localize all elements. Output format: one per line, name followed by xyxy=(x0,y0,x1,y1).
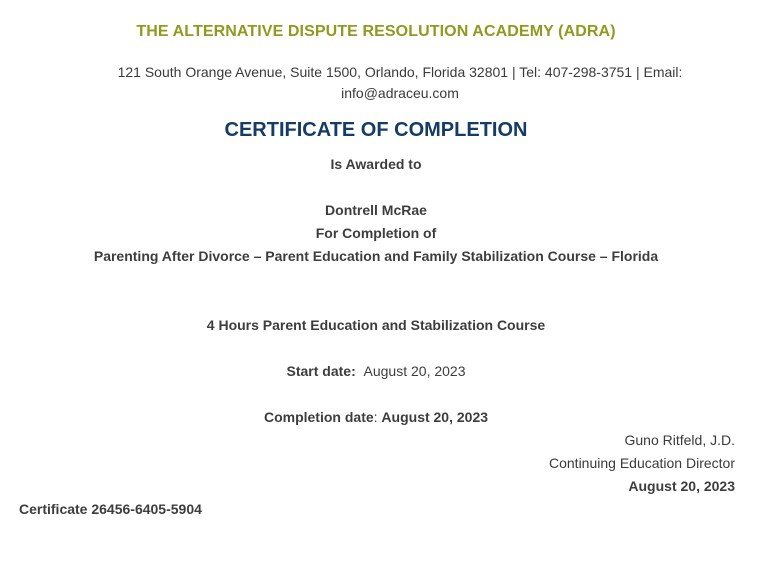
course-hours: 4 Hours Parent Education and Stabilization Course xyxy=(206,317,546,333)
start-date xyxy=(0,363,752,379)
start-date-value: August 20, 2023 xyxy=(363,363,466,379)
signatory-role: Continuing Education Director xyxy=(549,455,735,471)
start-date-label: Start date: xyxy=(286,363,356,379)
certificate-title: CERTIFICATE OF COMPLETION xyxy=(224,119,528,141)
signatory-name: Guno Ritfeld, J.D. xyxy=(624,432,735,448)
awarded-to-label: Is Awarded to xyxy=(330,156,422,172)
organization-address: 121 South Orange Avenue, Suite 1500, Orlando, Florida 32801 | Tel: 407-298-3751 | Email: info@adraceu.com xyxy=(117,64,683,101)
completion-date xyxy=(0,409,752,425)
completion-date-separator: : xyxy=(373,409,378,425)
certificate-number: Certificate 26456-6405-5904 xyxy=(19,501,202,517)
completion-date-label: Completion date xyxy=(263,409,374,425)
organization-name: THE ALTERNATIVE DISPUTE RESOLUTION ACADEMY (ADRA) xyxy=(136,23,616,40)
course-name: Parenting After Divorce – Parent Education and Family Stabilization Course – Florida xyxy=(93,248,659,264)
signature-date: August 20, 2023 xyxy=(628,478,735,494)
for-completion-label: For Completion of xyxy=(315,225,437,241)
completion-date-value: August 20, 2023 xyxy=(381,409,489,425)
recipient-name: Dontrell McRae xyxy=(325,202,427,218)
